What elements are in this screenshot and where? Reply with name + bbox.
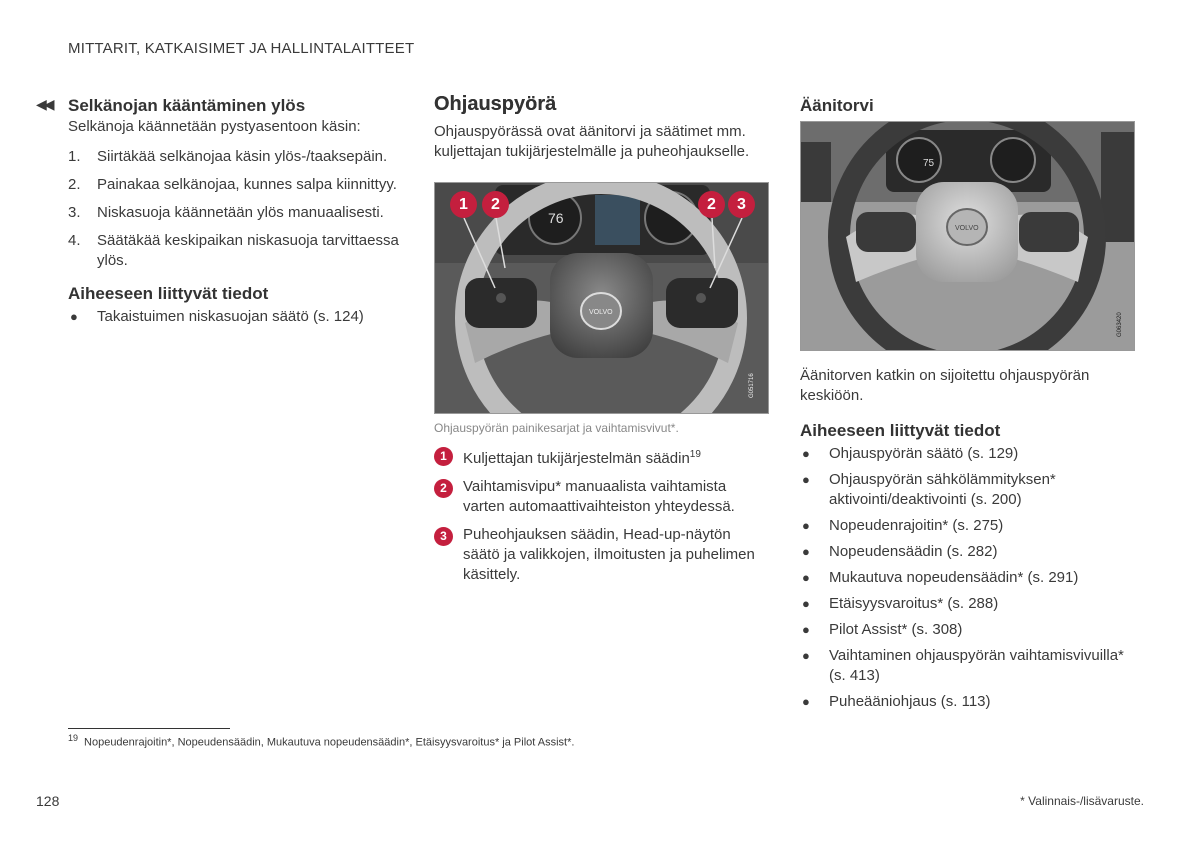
bullet-icon: ● bbox=[802, 694, 810, 709]
figure-code: G063420 bbox=[1117, 312, 1123, 337]
callout-list bbox=[434, 445, 769, 585]
bullet-icon: ● bbox=[70, 309, 78, 324]
list-item: 4. Säätäkää keskipaikan niskasuoja tarvittaessa ylös. bbox=[68, 232, 399, 269]
left-column bbox=[68, 95, 403, 333]
horn-figure bbox=[800, 121, 1135, 351]
callout-marker: 3 bbox=[728, 191, 755, 218]
bullet-icon: ● bbox=[802, 446, 810, 461]
related-link[interactable]: ● Etäisyysvaroitus* (s. 288) bbox=[802, 595, 999, 612]
footnote-text: Nopeudenrajoitin*, Nopeudensäädin, Mukautuva nopeudensäädin*, Etäisyysvaroitus* ja Pilot Assist*. bbox=[84, 736, 575, 749]
svg-text:VOLVO: VOLVO bbox=[589, 309, 613, 316]
section-heading-horn: Äänitorvi bbox=[800, 96, 874, 115]
related-link[interactable]: ● Pilot Assist* (s. 308) bbox=[802, 621, 963, 638]
figure-code: G051716 bbox=[749, 373, 755, 398]
steering-wheel-illustration bbox=[435, 183, 768, 413]
footnote-number: 19 bbox=[68, 733, 79, 743]
callout-marker: 1 bbox=[450, 191, 477, 218]
svg-text:VOLVO: VOLVO bbox=[955, 225, 979, 232]
bullet-icon: ● bbox=[802, 648, 810, 663]
footnote-divider bbox=[68, 728, 230, 729]
middle-column bbox=[434, 93, 769, 593]
related-link[interactable]: ● Ohjauspyörän sähkölämmityksen* aktivointi/deaktivointi (s. 200) bbox=[802, 471, 1056, 508]
bullet-icon: ● bbox=[802, 596, 810, 611]
related-list bbox=[68, 307, 403, 327]
bullet-icon: ● bbox=[802, 472, 810, 487]
steps-list bbox=[68, 147, 403, 271]
steering-wheel-figure bbox=[434, 182, 769, 414]
related-link[interactable]: ● Takaistuimen niskasuojan säätö (s. 124) bbox=[70, 308, 364, 325]
number-badge: 3 bbox=[434, 527, 453, 546]
related-link[interactable]: ● Nopeudenrajoitin* (s. 275) bbox=[802, 517, 1004, 534]
section-heading-steering-wheel: Ohjauspyörä bbox=[434, 93, 557, 115]
list-item: 1 Kuljettajan tukijärjestelmän säädin$^{19}$ bbox=[434, 445, 769, 469]
related-link[interactable]: ● Mukautuva nopeudensäädin* (s. 291) bbox=[802, 569, 1079, 586]
double-left-chevron-icon: ◀◀ bbox=[36, 96, 52, 112]
callout-marker: 2 bbox=[482, 191, 509, 218]
list-item: 1. Siirtäkää selkänojaa käsin ylös-/taaksepäin. bbox=[68, 148, 388, 165]
related-link[interactable]: ● Ohjauspyörän säätö (s. 129) bbox=[802, 445, 1019, 462]
related-link[interactable]: ● Nopeudensäädin (s. 282) bbox=[802, 543, 998, 560]
number-badge: 1 bbox=[434, 447, 453, 466]
related-link[interactable]: ● Puheääniohjaus (s. 113) bbox=[802, 693, 991, 710]
number-badge: 2 bbox=[434, 479, 453, 498]
list-item: 3. Niskasuoja käännetään ylös manuaalisesti. bbox=[68, 204, 384, 221]
list-item: 2. Painakaa selkänojaa, kunnes salpa kiinnittyy. bbox=[68, 176, 397, 193]
intro-text: Selkänoja käännetään pystyasentoon käsin: bbox=[68, 118, 361, 135]
callout-marker: 2 bbox=[698, 191, 725, 218]
bullet-icon: ● bbox=[802, 544, 810, 559]
horn-illustration bbox=[801, 122, 1134, 350]
speed-readout: 76 bbox=[548, 210, 564, 226]
footnote bbox=[68, 733, 574, 749]
related-heading: Aiheeseen liittyvät tiedot bbox=[800, 421, 1001, 440]
footnote-ref: 19 bbox=[689, 449, 701, 460]
optional-equipment-note: * Valinnais-/lisävaruste. bbox=[1020, 794, 1144, 808]
related-heading: Aiheeseen liittyvät tiedot bbox=[68, 284, 269, 303]
bullet-icon: ● bbox=[802, 518, 810, 533]
bullet-icon: ● bbox=[802, 570, 810, 585]
related-list bbox=[800, 444, 1135, 712]
section-heading-seatback: Selkänojan kääntäminen ylös bbox=[68, 96, 306, 115]
page-number: 128 bbox=[36, 793, 60, 809]
speed-readout: 75 bbox=[923, 158, 935, 169]
intro-text: Ohjauspyörässä ovat äänitorvi ja säätimet mm. kuljettajan tukijärjestelmälle ja puheohjaukselle. bbox=[434, 123, 750, 160]
horn-description: Äänitorven katkin on sijoitettu ohjauspyörän keskiöön. bbox=[800, 367, 1090, 404]
list-item: 2 Vaihtamisvipu* manuaalista vaihtamista varten automaattivaihteiston yhteydessä. bbox=[434, 477, 769, 517]
right-column bbox=[800, 95, 1135, 718]
related-link[interactable]: ● Vaihtaminen ohjauspyörän vaihtamisvivuilla* (s. 413) bbox=[802, 647, 1124, 684]
figure-caption: Ohjauspyörän painikesarjat ja vaihtamisvivut*. bbox=[434, 421, 679, 435]
bullet-icon: ● bbox=[802, 622, 810, 637]
list-item: 3 Puheohjauksen säädin, Head-up-näytön säätö ja valikkojen, ilmoitusten ja puhelimen käsittely. bbox=[434, 525, 769, 585]
page-header: MITTARIT, KATKAISIMET JA HALLINTALAITTEET bbox=[68, 40, 415, 57]
